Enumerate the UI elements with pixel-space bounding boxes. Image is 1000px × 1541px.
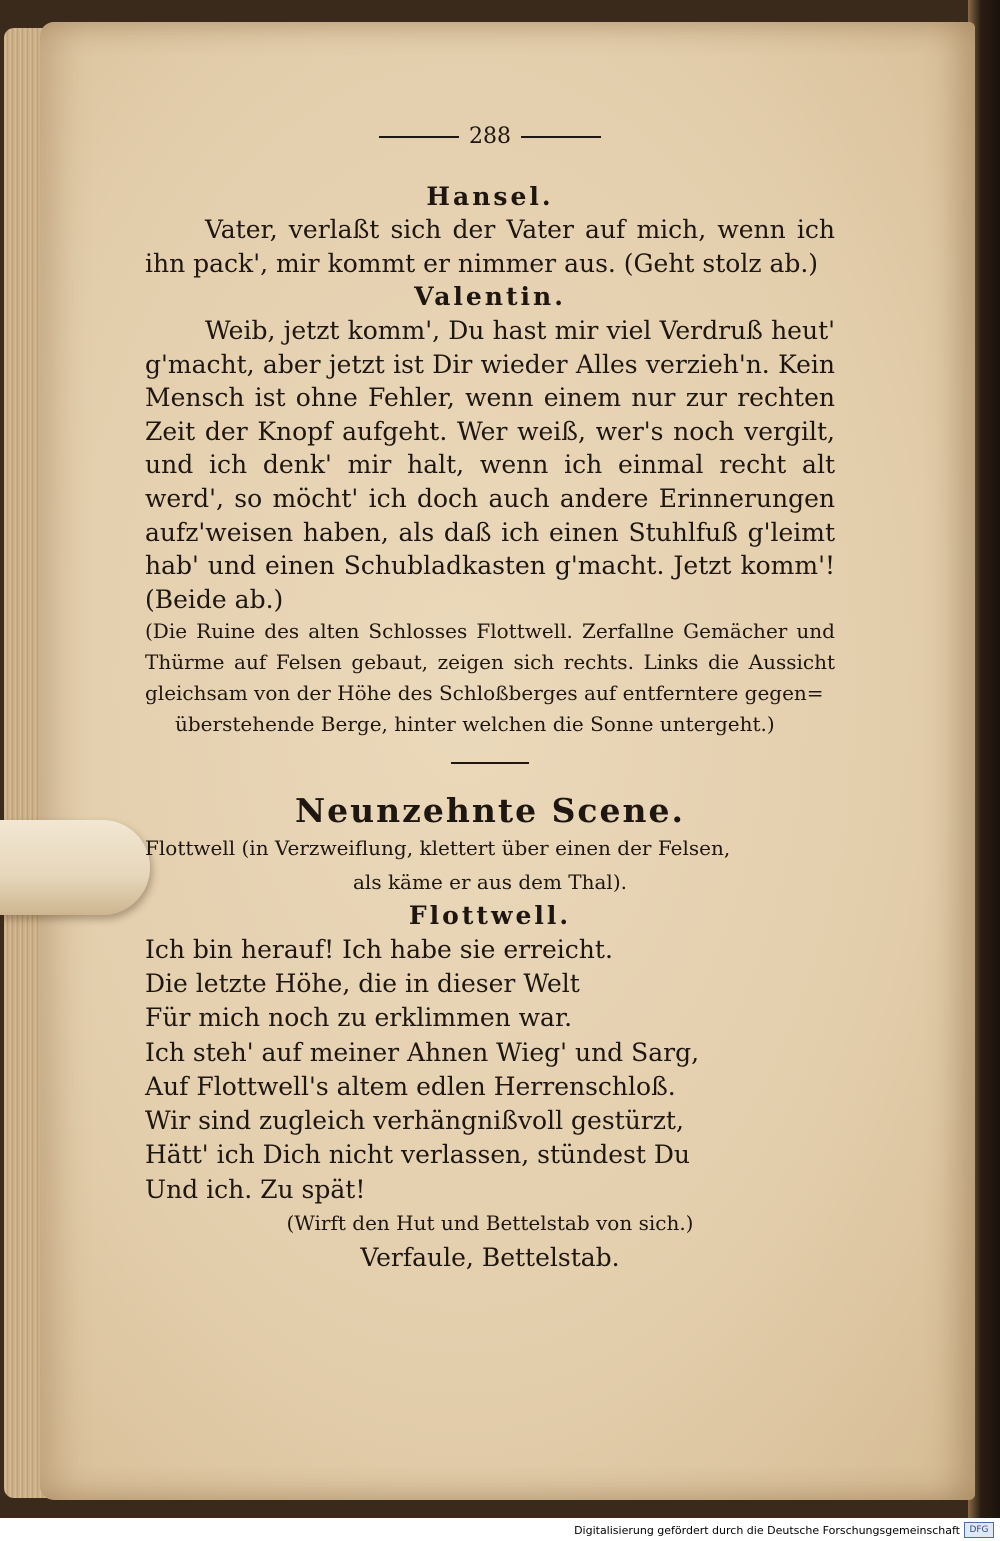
verse-line: Und ich. Zu spät! [145, 1174, 366, 1204]
verse-line: Wir sind zugleich verhängnißvoll gestürzt, [145, 1106, 684, 1136]
page-header [145, 120, 835, 154]
valentin-line: Weib, jetzt komm', Du hast mir viel Verdruß heut' g'macht, aber jetzt ist Dir wieder Alles verzieh'n. Kein Mensch ist ohne Fehler, wenn einem nur zur rechten Zeit der Knopf aufgeht. Wer weiß, wer's noch vergilt, und ich denk' mir halt, wenn ich einmal recht alt werd', so möcht' ich doch auch andere Erinnerungen aufz'weisen haben, als daß ich einen Stuhlfuß g'leimt hab' und einen Schubladkasten g'macht. Jetzt komm'! (Beide ab.) [145, 315, 835, 614]
scene-direction-1: Flottwell (in Verzweiflung, klettert über einen der Felsen, [145, 835, 731, 860]
speaker-valentin: Valentin. [414, 282, 566, 312]
final-line: Verfaule, Bettelstab. [360, 1242, 620, 1272]
stage-direction-end: überstehende Berge, hinter welchen die Sonne untergeht.) [175, 712, 775, 737]
page-number: 288 [469, 124, 511, 149]
header-rule-left [379, 136, 459, 138]
verse-block [145, 933, 835, 1207]
verse-line: Auf Flottwell's altem edlen Herrenschloß. [145, 1071, 676, 1101]
scene-title: Neunzehnte Scene. [295, 791, 685, 831]
dfg-logo: DFG [964, 1522, 994, 1538]
header-rule-right [521, 136, 601, 138]
stage-direction: (Die Ruine des alten Schlosses Flottwell. Zerfallne Gemächer und Thürme auf Felsen gebaut, zeigen sich rechts. Links die Aussicht gleichsam von der Höhe des Schloßberges auf entferntere gegen= [145, 619, 835, 706]
hansel-line: Vater, verlaßt sich der Vater auf mich, wenn ich ihn pack', mir kommt er nimmer aus. (Geht stolz ab.) [145, 215, 835, 278]
scene-direction-2: als käme er aus dem Thal). [353, 869, 627, 894]
verse-line: Hätt' ich Dich nicht verlassen, stündest Du [145, 1140, 691, 1170]
verse-line: Für mich noch zu erklimmen war. [145, 1003, 573, 1033]
verse-line: Ich bin herauf! Ich habe sie erreicht. [145, 934, 613, 964]
funding-credit: Digitalisierung gefördert durch die Deutsche Forschungsgemeinschaft [574, 1524, 960, 1537]
page-clip [0, 820, 150, 915]
verse-line: Die letzte Höhe, die in dieser Welt [145, 968, 580, 998]
final-direction: (Wirft den Hut und Bettelstab von sich.) [286, 1211, 694, 1236]
section-divider [451, 762, 529, 764]
page-text [145, 120, 835, 1274]
speaker-flottwell: Flottwell. [408, 901, 572, 931]
verse-line: Ich steh' auf meiner Ahnen Wieg' und Sarg, [145, 1037, 700, 1067]
speaker-hansel: Hansel. [426, 181, 554, 211]
